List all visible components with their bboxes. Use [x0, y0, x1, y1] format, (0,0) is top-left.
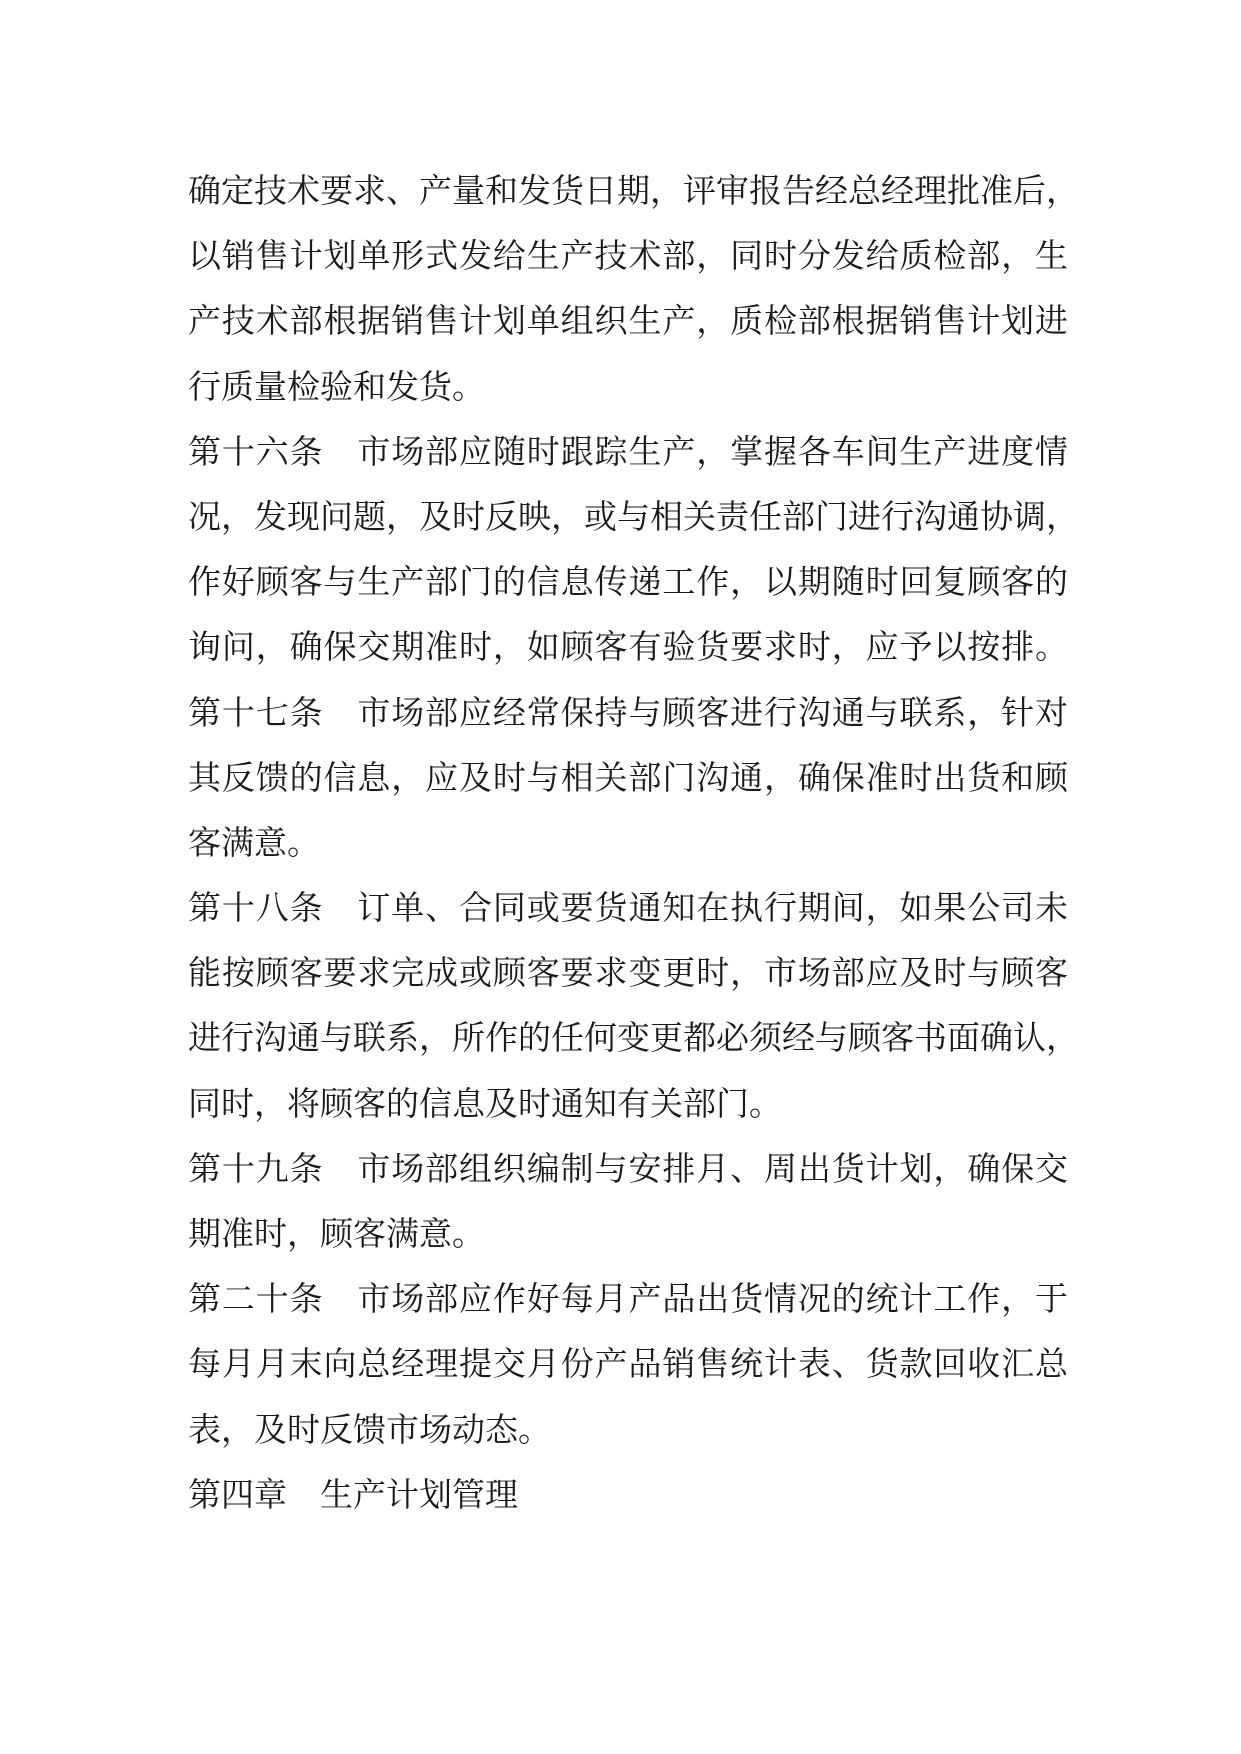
- chapter-heading: 第四章 生产计划管理: [188, 1474, 518, 1514]
- text-line: 产技术部根据销售计划单组织生产，质检部根据销售计划进: [188, 301, 1068, 341]
- text-line: 进行沟通与联系，所作的任何变更都必须经与顾客书面确认，: [188, 1018, 1079, 1058]
- text-line: 询问，确保交期准时，如顾客有验货要求时，应予以按排。: [188, 627, 1068, 667]
- article-18-first-line: 第十八条 订单、合同或要货通知在执行期间，如果公司未: [188, 888, 1068, 928]
- text-line: 作好顾客与生产部门的信息传递工作，以期随时回复顾客的: [188, 562, 1068, 602]
- text-line: 确定技术要求、产量和发货日期，评审报告经总经理批准后，: [188, 171, 1079, 210]
- text-line: 以销售计划单形式发给生产技术部，同时分发给质检部，生: [188, 236, 1068, 276]
- text-line: 表，及时反馈市场动态。: [188, 1409, 551, 1449]
- text-line: 客满意。: [188, 822, 320, 862]
- article-20-first-line: 第二十条 市场部应作好每月产品出货情况的统计工作，于: [188, 1279, 1068, 1319]
- text-line: 同时，将顾客的信息及时通知有关部门。: [188, 1083, 782, 1123]
- text-line: 能按顾客要求完成或顾客要求变更时，市场部应及时与顾客: [188, 953, 1068, 993]
- text-line: 每月月末向总经理提交月份产品销售统计表、货款回收汇总: [188, 1344, 1068, 1384]
- text-line: 期准时，顾客满意。: [188, 1214, 485, 1253]
- article-17-first-line: 第十七条 市场部应经常保持与顾客进行沟通与联系，针对: [188, 692, 1068, 732]
- article-16-first-line: 第十六条 市场部应随时跟踪生产，掌握各车间生产进度情: [188, 431, 1068, 471]
- text-line: 行质量检验和发货。: [188, 366, 485, 406]
- text-line: 其反馈的信息，应及时与相关部门沟通，确保准时出货和顾: [188, 757, 1068, 797]
- document-body: [188, 158, 1079, 1527]
- article-19-first-line: 第十九条 市场部组织编制与安排月、周出货计划，确保交: [188, 1148, 1068, 1188]
- text-line: 况，发现问题，及时反映，或与相关责任部门进行沟通协调，: [188, 496, 1079, 536]
